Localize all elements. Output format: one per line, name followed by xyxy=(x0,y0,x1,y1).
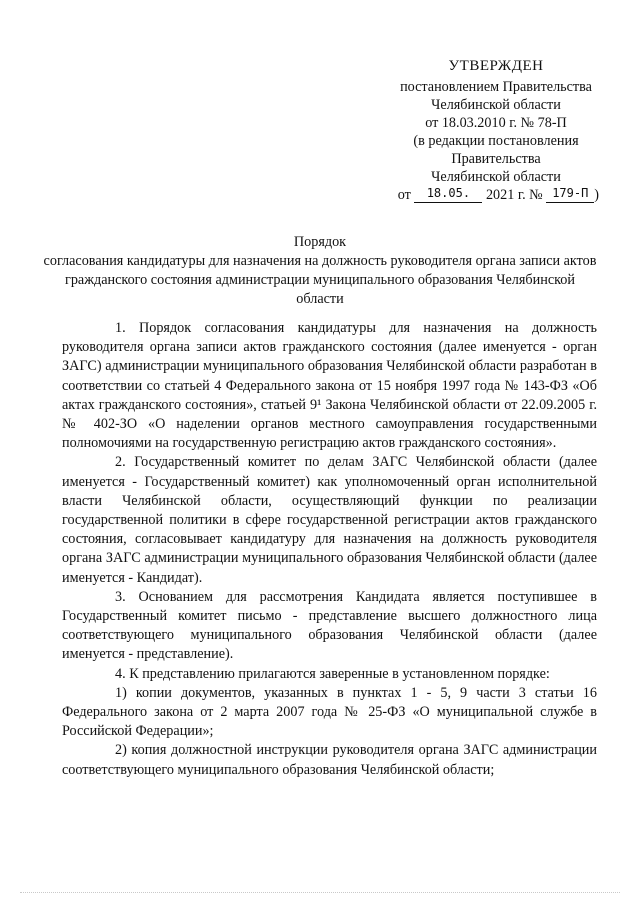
document-body xyxy=(62,319,597,780)
paragraph: 1. Порядок согласования кандидатуры для назначения на должность руководителя органа записи актов гражданского состояния (далее именуется - орган ЗАГС) администрации муниципального образования Челябинской области разработан в соответствии со статьей 4 Федерального закона от 15 ноября 1997 года № 143-ФЗ «Об актах гражданского состояния», статьей 9¹ Закона Челябинской области от 22.09.2005 г. № 402-ЗО «О наделении органов местного самоуправления государственными полномочиями на государственную регистрацию актов гражданского состояния». xyxy=(62,320,597,452)
title-heading: Порядок xyxy=(293,234,347,250)
amendment-date-line xyxy=(375,186,617,205)
title-subtitle: согласования кандидатуры для назначения на должность руководителя органа записи актов гражданского состояния администрации муниципального образования Челябинской области xyxy=(43,253,597,307)
close-paren: ) xyxy=(594,187,599,203)
paragraph: 4. К представлению прилагаются заверенные в установленном порядке: xyxy=(115,665,550,682)
approval-line: Челябинской области xyxy=(431,169,561,185)
document-title xyxy=(40,233,600,309)
paragraph: 3. Основанием для рассмотрения Кандидата является поступившее в Государственный комитет письмо - представление высшего должностного лица соответствующего муниципального образования Челябинской области (далее именуется - представление). xyxy=(62,588,597,663)
approval-line: Челябинской области xyxy=(431,97,561,113)
approval-block xyxy=(375,57,617,205)
handwritten-date: 18.05. xyxy=(414,184,482,203)
page-bottom-rule xyxy=(20,892,620,893)
handwritten-number: 179-П xyxy=(546,184,594,203)
year-text: 2021 г. № xyxy=(485,187,543,203)
paragraph: 1) копии документов, указанных в пунктах 1 - 5, 9 части 3 статьи 16 Федерального закона от 2 марта 2007 года № 25-ФЗ «О муниципальной службе в Российской Федерации»; xyxy=(62,684,597,740)
date-prefix: от xyxy=(397,187,411,203)
approval-line: постановлением Правительства xyxy=(400,79,592,95)
approval-line: от 18.03.2010 г. № 78-П xyxy=(425,115,567,131)
approval-line: (в редакции постановления xyxy=(413,133,579,149)
approval-heading: УТВЕРЖДЕН xyxy=(448,58,544,74)
paragraph: 2) копия должностной инструкции руководителя органа ЗАГС администрации соответствующего муниципального образования Челябинской области; xyxy=(62,742,597,778)
approval-line: Правительства xyxy=(451,151,541,167)
paragraph: 2. Государственный комитет по делам ЗАГС Челябинской области (далее именуется - Государственный комитет) как уполномоченный орган исполнительной власти Челябинской области, осуществляющий функции по реализации государственной политики в сфере государственной регистрации актов гражданского состояния, согласовывает кандидатуру для назначения на должность руководителя органа ЗАГС администрации муниципального образования Челябинской области (далее именуется - Кандидат). xyxy=(62,454,597,586)
